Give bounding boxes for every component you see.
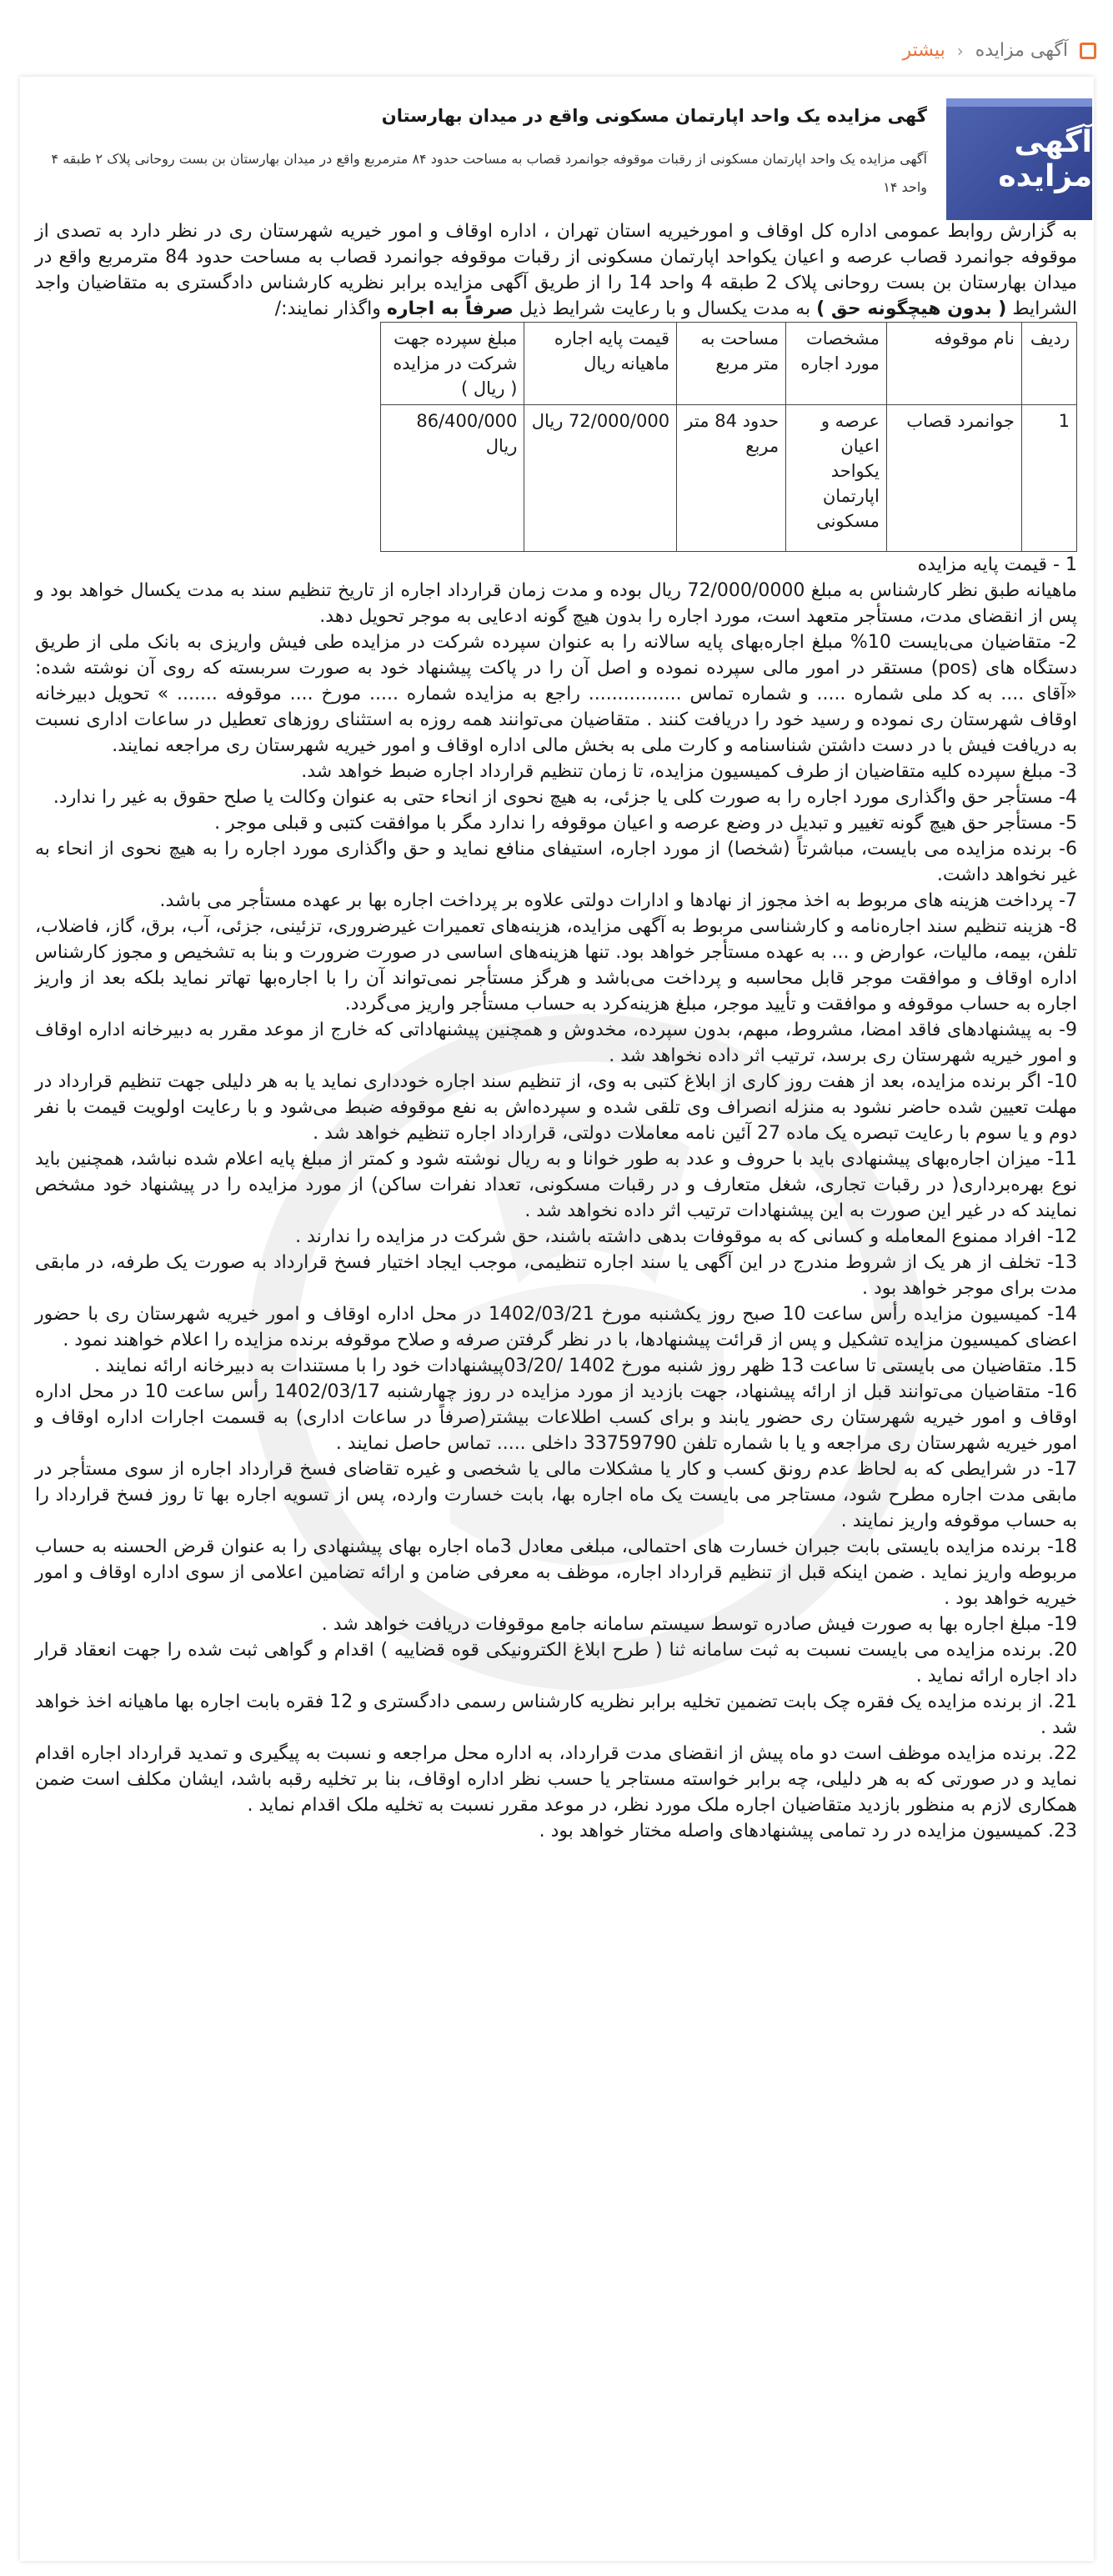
intro-bold-lease-only: صرفاً به اجاره bbox=[386, 298, 514, 319]
intro-paragraph: به گزارش روابط عمومی اداره کل اوقاف و امورخیریه استان تهران ، اداره اوقاف و امور خیریه شهرستان ری در نظر دارد به تصدی از موقوفه جوانمرد قصاب عرصه و اعیان یکواحد اپارتمان مسکونی از رقبات موقوفه جوانمرد قصاب به مساحت حدود 84 مترمربع واقع در میدان بهارستان بن بست روحانی پلاک 2 طبقه 4 واحد 14 را از طریق آگهی مزایده برابر نظریه کارشناس دادگستری به متقاضیان واجد الشرایط ( بدون هیچگونه حق ) به مدت یکسال و با رعایت شرایط ذیل صرفاً به اجاره واگذار نمایند:/ bbox=[35, 221, 1078, 319]
col-header: ردیف bbox=[1021, 323, 1076, 405]
article-body bbox=[35, 218, 1077, 1844]
lease-table bbox=[380, 322, 1077, 552]
news-card bbox=[20, 77, 1094, 2561]
paragraph-item: 7- پرداخت هزینه های مربوط به اخذ مجوز از نهادها و ادارات دولتی علاوه بر پرداخت اجاره بها بر عهده مستأجر می باشد. bbox=[159, 890, 1077, 911]
news-summary: آگهی مزایده یک واحد اپارتمان مسکونی از رقبات موقوفه جوانمرد قصاب به مساحت حدود ۸۴ مترمربع واقع در میدان بهارستان بن بست روحانی پلاک ۲ طبقه ۴ واحد ۱۴ bbox=[51, 151, 927, 195]
paragraph-item: 6- برنده مزایده می بایست، مباشرتاً (شخصا) از مورد اجاره، استیفای منافع نماید و حق واگذاری مورد اجاره را به هیچ نحوی از انحاء به غیر نخواهد داشت. bbox=[35, 839, 1077, 885]
breadcrumb-more-link[interactable]: بیشتر bbox=[902, 40, 945, 61]
table-cell: حدود 84 متر مربع bbox=[677, 405, 786, 552]
paragraph-item: 20. برنده مزایده می بایست نسبت به ثبت سامانه ثنا ( طرح ابلاغ الکترونیکی قوه قضاییه ) اقدام و گواهی ثبت شده را جهت انعقاد قرار داد اجاره ارائه نماید . bbox=[35, 1640, 1077, 1686]
lease-table-wrap bbox=[35, 322, 1077, 552]
paragraph-item: 10- اگر برنده مزایده، بعد از هفت روز کاری از ابلاغ کتبی به وی، از تنظیم سند اجاره خودداری نماید یا به هر دلیلی جهت تنظیم قرارداد در مهلت تعیین شده حاضر نشود به منزله انصراف وی تلقی شده و سپرده‌اش به نفع موقوفه ضبط می‌شود و با رعایت اولویت قیمت با نفر دوم و یا سوم با رعایت تبصره یک ماده 27 آئین نامه معاملات دولتی، قرارداد اجاره تنظیم خواهد شد . bbox=[35, 1071, 1077, 1144]
table-cell: جوانمرد قصاب bbox=[886, 405, 1021, 552]
paragraph-item: 12- افراد ممنوع المعامله و کسانی که به موقوفات بدهی داشته باشند، حق شرکت در مزایده را ندارند . bbox=[295, 1226, 1077, 1247]
table-cell: 1 bbox=[1021, 405, 1076, 552]
paragraph-item: 14- کمیسیون مزایده رأس ساعت 10 صبح روز یکشنبه مورخ 1402/03/21 در محل اداره اوقاف و امور خیریه شهرستان ری با حضور اعضای کمیسیون مزایده تشکیل و پس از قرائت پیشنهادها، با در نظر گرفتن صرفه و صلاح موقوفه برنده مزایده را اعلام خواهند نمود . bbox=[35, 1304, 1077, 1351]
paragraph-item: 4- مستأجر حق واگذاری مورد اجاره را به صورت کلی یا جزئی، به هیچ نحوی از انحاء حتی به عنوان وکالت یا صلح حقوق به غیر را ندارد. bbox=[53, 787, 1077, 808]
table-cell: 72/000/000 ریال bbox=[524, 405, 677, 552]
paragraph-item: 21. از برنده مزایده یک فقره چک بابت تضمین تخلیه برابر نظریه کارشناس رسمی دادگستری و 12 فقره بابت اجاره بها ماهیانه اخذ خواهد شد . bbox=[35, 1691, 1077, 1738]
news-thumbnail[interactable] bbox=[946, 98, 1092, 220]
page-title: گهی مزایده یک واحد اپارتمان مسکونی واقع در میدان بهارستان bbox=[381, 106, 927, 126]
paragraph-item: 15. متقاضیان می بایستی تا ساعت 13 ظهر روز شنبه مورخ 1402 /03/20پیشنهادات خود را با مستندات به دبیرخانه ارائه نمایند . bbox=[94, 1356, 1077, 1376]
paragraph-item: 9- به پیشنهادهای فاقد امضا، مشروط، مبهم، بدون سپرده، مخدوش و همچنین پیشنهاداتی که خارج از موعد مقرر به دبیرخانه اداره اوقاف و امور خیریه شهرستان ری برسد، ترتیب اثر داده نخواهد شد . bbox=[35, 1020, 1077, 1066]
paragraph-item: ماهیانه طبق نظر کارشناس به مبلغ 72/000/0000 ریال بوده و مدت زمان قرارداد اجاره از تاریخ تنظیم سند به مدت یکسال خواهد بود و پس از انقضای مدت، مستأجر متعهد است، مورد اجاره را بدون هیچ گونه ادعایی به موجر تحویل دهد. bbox=[35, 580, 1077, 627]
table-cell: عرصه و اعیان یکواحد اپارتمان مسکونی bbox=[786, 405, 887, 552]
paragraph-item: 22. برنده مزایده موظف است دو ماه پیش از انقضای مدت قرارداد، به اداره محل مراجعه و نسبت به پیگیری و تمدید قرارداد اجاره اقدام نماید و در صورتی که به هر دلیلی، چه برابر خواسته مستاجر یا حسب نظر اداره اوقاف، بنا بر تخلیه رقبه باشد، ایشان مکلف است ضمن همکاری لازم به منظور بازدید متقاضیان اجاره ملک مورد نظر، در موعد مقرر نسبت به تخلیه ملک اقدام نماید . bbox=[35, 1743, 1077, 1816]
intro-bold-no-right: ( بدون هیچگونه حق ) bbox=[816, 298, 1007, 319]
table-cell: 86/400/000 ریال bbox=[381, 405, 524, 552]
col-header: قیمت پایه اجاره ماهیانه ریال bbox=[524, 323, 677, 405]
paragraph-item: 18- برنده مزایده بایستی بابت جبران خسارت های احتمالی، مبلغی معادل 3ماه اجاره بهای پیشنهادی را به عنوان قرض الحسنه به حساب مربوطه واریز نماید . ضمن اینکه قبل از تنظیم قرارداد اجاره، موظف به معرفی ضامن و ارائه تضامین اعلامی از سوی اداره اوقاف و امور خیریه خواهد بود . bbox=[35, 1536, 1077, 1609]
thumbnail-label: آگهی مزایده bbox=[998, 125, 1092, 193]
col-header: مشخصات مورد اجاره bbox=[786, 323, 887, 405]
table-row bbox=[381, 405, 1077, 552]
chevron-left-icon: ‹ bbox=[956, 40, 964, 61]
paragraph-item: 5- مستأجر حق هیچ گونه تغییر و تبدیل در وضع عرصه و اعیان موقوفه را ندارد مگر با موافقت کتبی و قبلی موجر . bbox=[214, 813, 1077, 834]
item-1-label: 1 - قیمت پایه مزایده bbox=[917, 554, 1077, 575]
paragraph-item: 2- متقاضیان می‌بایست 10% مبلغ اجاره‌بهای پایه سالانه را به عنوان سپرده شرکت در مزایده طی فیش واریزی به بانک ملی از طریق دستگاه های (pos) مستقر در امور مالی سپرده نموده و اصل آن را در پاکت پیشنهاد خود به صورت سربسته که روی آن نوشته شده: «آقای .... به کد ملی شماره ..... و شماره تماس ................ راجع به مزایده شماره ..... مورخ .... موقوفه ....... » تحویل دبیرخانه اوقاف شهرستان ری نموده و رسید خود را دریافت کنند . متقاضیان می‌توانند همه روزه به استثنای روزهای تعطیل در ساعات اداری نسبت به دریافت فیش با در دست داشتن شناسنامه و کارت ملی به بخش مالی اداره اوقاف و امور خیریه شهرستان ری مراجعه نمایند. bbox=[35, 632, 1077, 756]
col-header: نام موقوفه bbox=[886, 323, 1021, 405]
paragraph-item: 8- هزینه تنظیم سند اجاره‌نامه و کارشناسی مربوط به آگهی مزایده، هزینه‌های تعمیرات غیرضروری، تزئینی، جزئی، آب، برق، گاز، فاضلاب، تلفن، بیمه، مالیات، عوارض و ... به عهده مستأجر خواهد بود. تنها هزینه‌های اساسی در صورت ضرورت و بنا به تشخیص و مجوز کارشناس اداره اوقاف و موافقت موجر قابل محاسبه و پرداخت می‌باشد و هرگز مستأجر نمی‌تواند آن را با اجاره‌بها تهاتر نماید بلکه بعد از واریز اجاره به حساب موقوفه و موافقت و تأیید موجر، مبلغ هزینه‌کرد به حساب مستأجر واریز می‌گردد. bbox=[35, 916, 1077, 1015]
breadcrumb-section[interactable]: آگهی مزایده bbox=[975, 40, 1068, 61]
paragraph-item: 23. کمیسیون مزایده در رد تمامی پیشنهادهای واصله مختار خواهد بود . bbox=[539, 1821, 1077, 1842]
paragraph-item: 13- تخلف از هر یک از شروط مندرج در این آگهی یا سند اجاره تنظیمی، موجب ایجاد اختیار فسخ قرارداد به صورت یک طرفه، در مابقی مدت برای موجر خواهد بود . bbox=[35, 1252, 1077, 1299]
col-header: مساحت به متر مربع bbox=[677, 323, 786, 405]
site-logo-icon[interactable] bbox=[1080, 43, 1096, 59]
col-header: مبلغ سپرده جهت شرکت در مزایده ( ریال ) bbox=[381, 323, 524, 405]
table-header-row bbox=[381, 323, 1077, 405]
paragraph-item: 19- مبلغ اجاره بها به صورت فیش صادره توسط سیستم سامانه جامع موقوفات دریافت خواهد شد . bbox=[321, 1614, 1077, 1635]
paragraph-item: 17- در شرایطی که به لحاظ عدم رونق کسب و کار یا مشکلات مالی یا شخصی و غیره تقاضای فسخ قرارداد اجاره از سوی مستأجر در مابقی مدت اجاره مطرح شود، مستاجر می بایست یک ماه اجاره بها، بابت خسارت وارده، پس از تسویه اجاره بها تا روز فسخ قرارداد را به حساب موقوفه واریز نمایند . bbox=[35, 1459, 1077, 1531]
breadcrumb bbox=[903, 40, 1096, 61]
paragraph-item: 3- مبلغ سپرده کلیه متقاضیان از طرف کمیسیون مزایده، تا زمان تنظیم قرارداد اجاره ضبط خواهد شد. bbox=[301, 761, 1077, 782]
paragraph-item: 11- میزان اجاره‌بهای پیشنهادی باید با حروف و عدد به طور خوانا و به ریال نوشته شود و کمتر از مبلغ پایه اعلام شده نباشد، همچنین باید نوع بهره‌برداری( در رقبات تجاری، شغل متعارف و در رقبات مسکونی، تعداد نفرات ساکن) از مورد مزایده را در پیشنهاد خود مشخص نمایند که در غیر این صورت به این پیشنهادات ترتیب اثر داده نخواهد شد . bbox=[35, 1149, 1077, 1221]
paragraph-item: 16- متقاضیان می‌توانند قبل از ارائه پیشنهاد، جهت بازدید از مورد مزایده در روز چهارشنبه 1402/03/17 رأس ساعت 10 در محل اداره اوقاف و امور خیریه شهرستان ری حضور یابند و برای کسب اطلاعات بیشتر(صرفاً در ساعات اداری) به قسمت اجارات اداره اوقاف و امور خیریه شهرستان ری مراجعه و یا با شماره تلفن 33759790 داخلی ..... تماس حاصل نمایند . bbox=[35, 1381, 1078, 1454]
breadcrumb-bar bbox=[0, 30, 1113, 72]
